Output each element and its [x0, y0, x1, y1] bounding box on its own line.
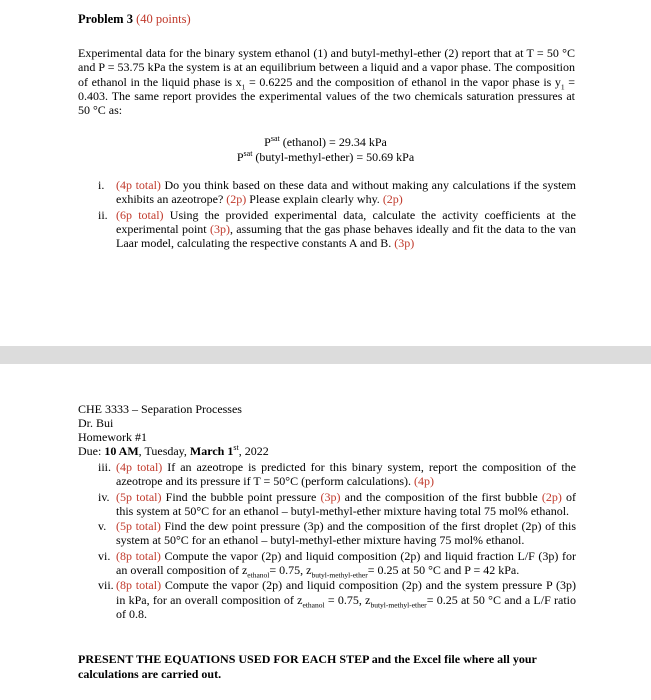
question-number: v. — [98, 519, 107, 534]
intro-text-3: = 0.403. The same report provides the experimental values of the two chemicals saturation pressures at 50 °C as: — [78, 74, 575, 118]
question-points: (3p) — [320, 489, 341, 504]
question-number: vii. — [98, 578, 114, 593]
question-points: (8p total) — [116, 548, 161, 563]
question-text: = 0.25 at 50 °C and P = 42 kPa. — [367, 563, 520, 578]
question-points: (4p) — [414, 474, 435, 489]
question-points: (4p total) — [116, 178, 161, 192]
question-text: Find the bubble point pressure — [161, 489, 321, 504]
question-item — [98, 549, 576, 578]
page-problem-3 — [0, 0, 651, 346]
intro-text-2: = 0.6225 and the composition of ethanol in the vapor phase is y — [245, 74, 561, 89]
subscript: ethanol — [302, 600, 325, 610]
page-homework-header — [0, 364, 651, 700]
question-text: Find the dew point pressure (3p) and the composition of the first droplet (2p) of this system at 50°C for an ethanol – butyl-methyl-ether mixture having 75 mol% ethanol. — [116, 519, 576, 548]
subscript: ethanol — [247, 570, 270, 580]
question-text: Compute the vapor (2p) and liquid composition (2p) and liquid fraction L/F (3p) for an overall composition of z — [116, 548, 576, 578]
problem-points: (40 points) — [136, 12, 191, 26]
psat-butyl-methyl-ether — [0, 150, 651, 165]
question-points: (6p total) — [116, 207, 164, 222]
question-points: (4p total) — [116, 460, 163, 474]
question-points: (2p) — [226, 192, 247, 207]
question-text: and the composition of the first bubble — [340, 489, 542, 504]
question-points: (3p) — [209, 221, 230, 236]
question-item — [98, 578, 576, 621]
subscript: butyl-methyl-ether — [311, 570, 368, 580]
psat-ethanol-sup: sat — [270, 134, 280, 143]
question-number: iv. — [98, 489, 110, 504]
problem-title-text: Problem 3 — [78, 12, 133, 26]
psat-ethanol-value: (ethanol) = 29.34 kPa — [279, 135, 387, 149]
final-instructions: PRESENT THE EQUATIONS USED FOR EACH STEP and the Excel file where all your calculations are carried out. — [78, 652, 537, 681]
homework-number: Homework #1 — [78, 430, 147, 444]
question-points: (8p total) — [116, 578, 162, 593]
due-day: , Tuesday, — [138, 444, 190, 458]
question-item — [98, 519, 576, 548]
due-time: 10 AM — [104, 444, 139, 458]
instructor-name: Dr. Bui — [78, 416, 114, 430]
psat-ether-value: (butyl-methyl-ether) = 50.69 kPa — [252, 150, 415, 164]
due-year: , 2022 — [238, 444, 269, 458]
question-points: (5p total) — [116, 519, 161, 534]
intro-sub-2: 1 — [560, 81, 565, 91]
psat-ethanol-symbol: P — [264, 135, 271, 149]
question-list-2 — [98, 460, 576, 622]
question-text: of this system at 50°C for an ethanol – butyl-methyl-ether mixture having total 75 mol% ethanol. — [116, 489, 576, 518]
question-number: vi. — [98, 548, 111, 563]
question-text: , assuming that the gas phase behaves ideally and fit the data to the van Laar model, calculating the respective constants A and B. — [116, 221, 576, 251]
question-item — [98, 208, 576, 251]
question-text: If an azeotrope is predicted for this binary system, report the composition of the azeotrope and its pressure if T = 50°C (perform calculations). — [116, 460, 576, 489]
problem-title — [78, 12, 191, 27]
question-text: Please explain clearly why. — [246, 192, 383, 207]
question-text: = 0.75, z — [269, 563, 312, 578]
due-label: Due: — [78, 444, 105, 458]
question-text: Compute the vapor (2p) and liquid composition (2p) and the system pressure P (3p) in kPa, for an overall composition of z — [116, 578, 576, 607]
course-name: CHE 3333 – Separation Processes — [78, 402, 242, 416]
homework-header — [78, 402, 269, 458]
due-date — [78, 444, 269, 458]
question-item — [98, 490, 576, 519]
question-list-1 — [98, 178, 576, 251]
question-text: = 0.75, z — [324, 592, 371, 607]
psat-ether-symbol: P — [236, 150, 244, 164]
page-divider — [0, 346, 651, 364]
question-number: i. — [98, 178, 105, 192]
question-number: iii. — [98, 460, 112, 474]
due-day-suffix: st — [233, 443, 239, 452]
problem-intro-paragraph — [78, 46, 575, 117]
question-points: (2p) — [382, 192, 403, 207]
question-item — [98, 460, 576, 489]
question-item — [98, 178, 576, 207]
question-points: (5p total) — [116, 489, 162, 504]
question-text: Using the provided experimental data, calculate the activity coefficients at the experimental point — [116, 207, 576, 236]
intro-sub-1: 1 — [241, 81, 246, 91]
intro-text-1: Experimental data for the binary system ethanol (1) and butyl-methyl-ether (2) report that at T = 50 °C and P = 53.75 kPa the system is at an equilibrium between a liquid and a vapor phase. The composition of ethanol in the liquid phase is x — [78, 46, 575, 89]
psat-ethanol — [0, 135, 651, 150]
question-points: (2p) — [541, 489, 562, 504]
subscript: butyl-methyl-ether — [370, 600, 427, 610]
question-text: Do you think based on these data and without making any calculations if the system exhibits an azeotrope? — [116, 178, 577, 207]
question-text: = 0.25 at 50 °C and a L/F ratio of 0.8. — [116, 592, 577, 621]
question-number: ii. — [98, 207, 108, 222]
question-points: (3p) — [394, 236, 415, 251]
due-month-day: March 1 — [189, 444, 234, 458]
psat-ether-sup: sat — [243, 149, 253, 158]
